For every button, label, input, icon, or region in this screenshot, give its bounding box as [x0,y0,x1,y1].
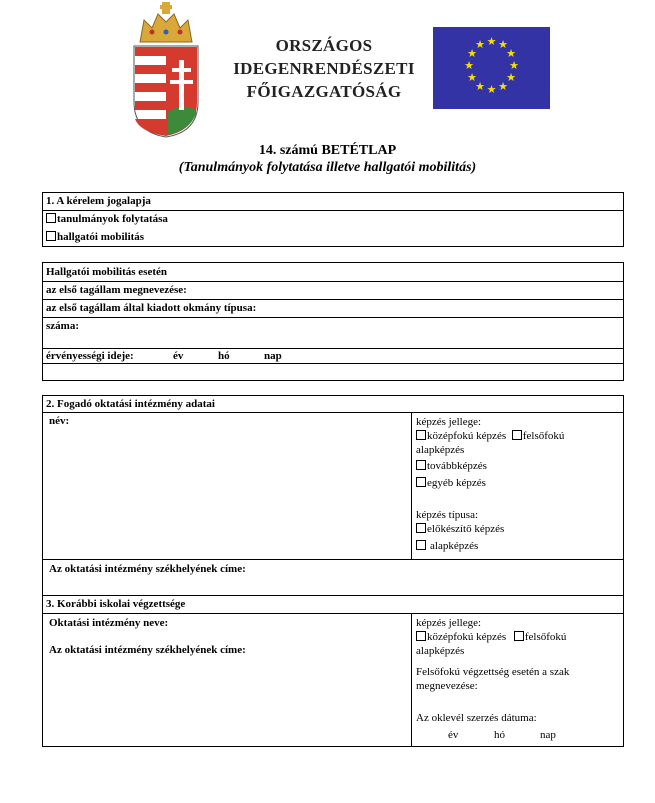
mobility-heading: Hallgatói mobilitás esetén [43,263,623,282]
org-line-2: IDEGENRENDÉSZETI [233,59,415,78]
eu-flag-logo [433,27,550,109]
org-line-3: FŐIGAZGATÓSÁG [246,82,402,101]
option-studies[interactable] [46,213,168,225]
option-label: felsőfokú [522,430,565,442]
svg-text:★: ★ [506,71,516,84]
basic-training-text: alapképzés [416,645,465,657]
org-line-1: ORSZÁGOS [275,36,373,55]
validity-row[interactable] [43,349,623,364]
training-nature-label: képzés jellege: [416,416,482,428]
checkbox[interactable] [416,430,426,440]
column-divider [411,413,412,559]
validity-month: hó [218,350,230,362]
option-secondary-training[interactable] [416,631,566,643]
section-3-heading: 3. Korábbi iskolai végzettsége [43,596,623,614]
section-previous-education [42,595,624,747]
section-1-heading: 1. A kérelem jogalapja [43,193,623,211]
document-type-field[interactable]: az első tagállam által kiadott okmány típusa: [43,300,623,318]
svg-text:★: ★ [486,35,497,48]
diploma-day[interactable]: nap [540,729,556,741]
section-mobility [42,262,624,381]
checkbox[interactable] [46,213,56,223]
diploma-month[interactable]: hó [494,729,505,741]
previous-institution-address-field[interactable]: Az oktatási intézmény székhelyének címe: [49,644,246,656]
checkbox[interactable] [416,523,426,533]
option-secondary-training[interactable] [416,430,564,442]
institution-name-label: név: [49,415,70,427]
checkbox[interactable] [512,430,522,440]
column-divider [411,614,412,746]
svg-text:★: ★ [486,83,497,96]
checkbox[interactable] [46,231,56,241]
form-title: 14. számú BETÉTLAP [258,143,397,158]
organization-name [228,34,420,103]
first-state-name-field[interactable]: az első tagállam megnevezése: [43,282,623,300]
section-2-heading: 2. Fogadó oktatási intézmény adatai [43,396,623,413]
higher-education-note-line-2[interactable]: megnevezése: [416,680,478,692]
svg-text:★: ★ [498,80,508,93]
higher-education-note-line-1: Felsőfokú végzettség esetén a szak [416,666,570,678]
option-label: középfokú képzés [427,631,507,643]
option-label: felsőfokú [524,631,567,643]
checkbox[interactable] [416,477,426,487]
option-label: egyéb képzés [427,477,486,489]
form-subtitle: (Tanulmányok folytatása illetve hallgatói mobilitás) [178,160,477,175]
svg-text:★: ★ [464,59,474,72]
option-basic[interactable] [416,540,478,552]
divider [43,559,623,560]
option-further-training[interactable] [416,460,487,472]
option-label: előkészítő képzés [427,523,505,535]
section-receiving-institution [42,395,624,596]
option-label: továbbképzés [427,460,487,472]
svg-text:★: ★ [506,47,516,60]
diploma-date-label: Az oklevél szerzés dátuma: [416,712,537,724]
document-number-field[interactable]: száma: [43,318,623,349]
previous-institution-name-field[interactable]: Oktatási intézmény neve: [49,617,169,629]
validity-label: érvényességi ideje: [46,350,134,362]
svg-text:★: ★ [467,47,477,60]
checkbox[interactable] [416,540,426,550]
checkbox[interactable] [514,631,524,641]
coat-of-arms-logo [130,2,202,138]
option-label: alapképzés [430,540,479,552]
option-label: középfokú képzés [427,430,507,442]
validity-year: év [173,350,184,362]
training-nature-label: képzés jellege: [416,617,482,629]
diploma-year[interactable]: év [448,729,459,741]
option-preparatory[interactable] [416,523,504,535]
svg-text:★: ★ [509,59,519,72]
option-other-training[interactable] [416,477,486,489]
section-legal-basis [42,192,624,247]
svg-text:★: ★ [475,80,485,93]
institution-address-field[interactable]: Az oktatási intézmény székhelyének címe: [49,563,246,575]
validity-day: nap [264,350,282,362]
svg-text:★: ★ [498,38,508,51]
training-type-label: képzés típusa: [416,509,479,521]
svg-text:★: ★ [475,38,485,51]
option-mobility[interactable] [46,231,144,243]
svg-text:★: ★ [467,71,477,84]
option-studies-label: tanulmányok folytatása [57,213,168,225]
checkbox[interactable] [416,460,426,470]
checkbox[interactable] [416,631,426,641]
basic-training-text: alapképzés [416,444,465,456]
option-mobility-label: hallgatói mobilitás [57,231,145,243]
